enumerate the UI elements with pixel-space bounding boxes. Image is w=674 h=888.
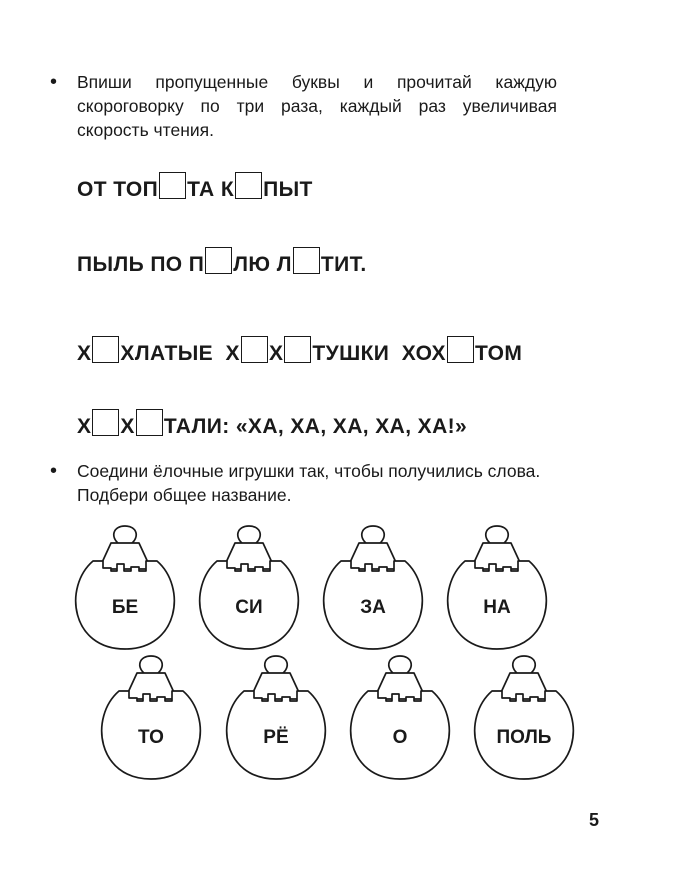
ornament-cap bbox=[374, 673, 426, 699]
twister-fragment: Х bbox=[268, 341, 284, 365]
twister-fragment: Х bbox=[77, 341, 92, 365]
ornament-hanger bbox=[265, 656, 287, 674]
instruction-line: Подбери общее название. bbox=[77, 485, 292, 505]
ornament-cap bbox=[223, 543, 275, 569]
ornament-hanger bbox=[140, 656, 162, 674]
ornament-hanger bbox=[513, 656, 535, 674]
ornament-cap bbox=[347, 543, 399, 569]
bullet-marker: • bbox=[50, 71, 58, 93]
twister-fragment: Х bbox=[120, 414, 135, 438]
ornament-syllable: ЗА bbox=[360, 597, 386, 618]
ornament-hanger bbox=[362, 526, 384, 544]
ornament-syllable: СИ bbox=[235, 597, 263, 618]
ornament-cap bbox=[498, 673, 550, 699]
ornament-hanger bbox=[114, 526, 136, 544]
twister-fragment: ОТ ТОП bbox=[77, 177, 159, 201]
ornament-syllable: О bbox=[392, 727, 408, 748]
ornament[interactable] bbox=[475, 656, 574, 779]
twister-fragment: ЛЮ Л bbox=[233, 252, 292, 276]
page-number: 5 bbox=[589, 810, 600, 830]
twister-fragment: ТАЛИ: «ХА, ХА, ХА, ХА, ХА!» bbox=[163, 414, 468, 438]
ornament[interactable] bbox=[448, 526, 547, 649]
ornament-syllable: НА bbox=[483, 597, 511, 618]
ornament[interactable] bbox=[351, 656, 450, 779]
twister-fragment: ТИТ. bbox=[320, 252, 367, 276]
twister-fragment: ПЫТ bbox=[263, 177, 313, 201]
ornament-cap bbox=[250, 673, 302, 699]
twister-fragment: ПЫЛЬ ПО П bbox=[77, 252, 205, 276]
ornament-hanger bbox=[389, 656, 411, 674]
ornament-syllable: ПОЛЬ bbox=[496, 727, 552, 748]
ornament[interactable] bbox=[76, 526, 175, 649]
ornament-cap bbox=[471, 543, 523, 569]
bullet-marker: • bbox=[50, 460, 58, 482]
twister-fragment: Х bbox=[77, 414, 92, 438]
ornament-cap bbox=[125, 673, 177, 699]
ornament-syllable: ТО bbox=[138, 727, 164, 748]
ornament[interactable] bbox=[227, 656, 326, 779]
twister-fragment: ТУШКИ ХОХ bbox=[312, 341, 446, 365]
ornament-cap bbox=[99, 543, 151, 569]
instruction-line: Соедини ёлочные игрушки так, чтобы получились слова. bbox=[77, 461, 541, 481]
instruction-line: Впиши пропущенные буквы и прочитай каждую bbox=[77, 72, 557, 92]
twister-fragment: ХЛАТЫЕ Х bbox=[120, 341, 240, 365]
ornament-syllable: БЕ bbox=[111, 597, 139, 618]
twister-fragment: ТА К bbox=[187, 177, 235, 201]
instruction-line: скороговорку по три раза, каждый раз увеличивая bbox=[77, 96, 557, 116]
ornament-syllable: РЁ bbox=[263, 727, 289, 748]
twister-fragment: ТОМ bbox=[474, 341, 523, 365]
ornament[interactable] bbox=[102, 656, 201, 779]
ornament[interactable] bbox=[324, 526, 423, 649]
ornament-hanger bbox=[486, 526, 508, 544]
ornament-hanger bbox=[238, 526, 260, 544]
ornament[interactable] bbox=[200, 526, 299, 649]
instruction-line: скорость чтения. bbox=[77, 120, 214, 140]
